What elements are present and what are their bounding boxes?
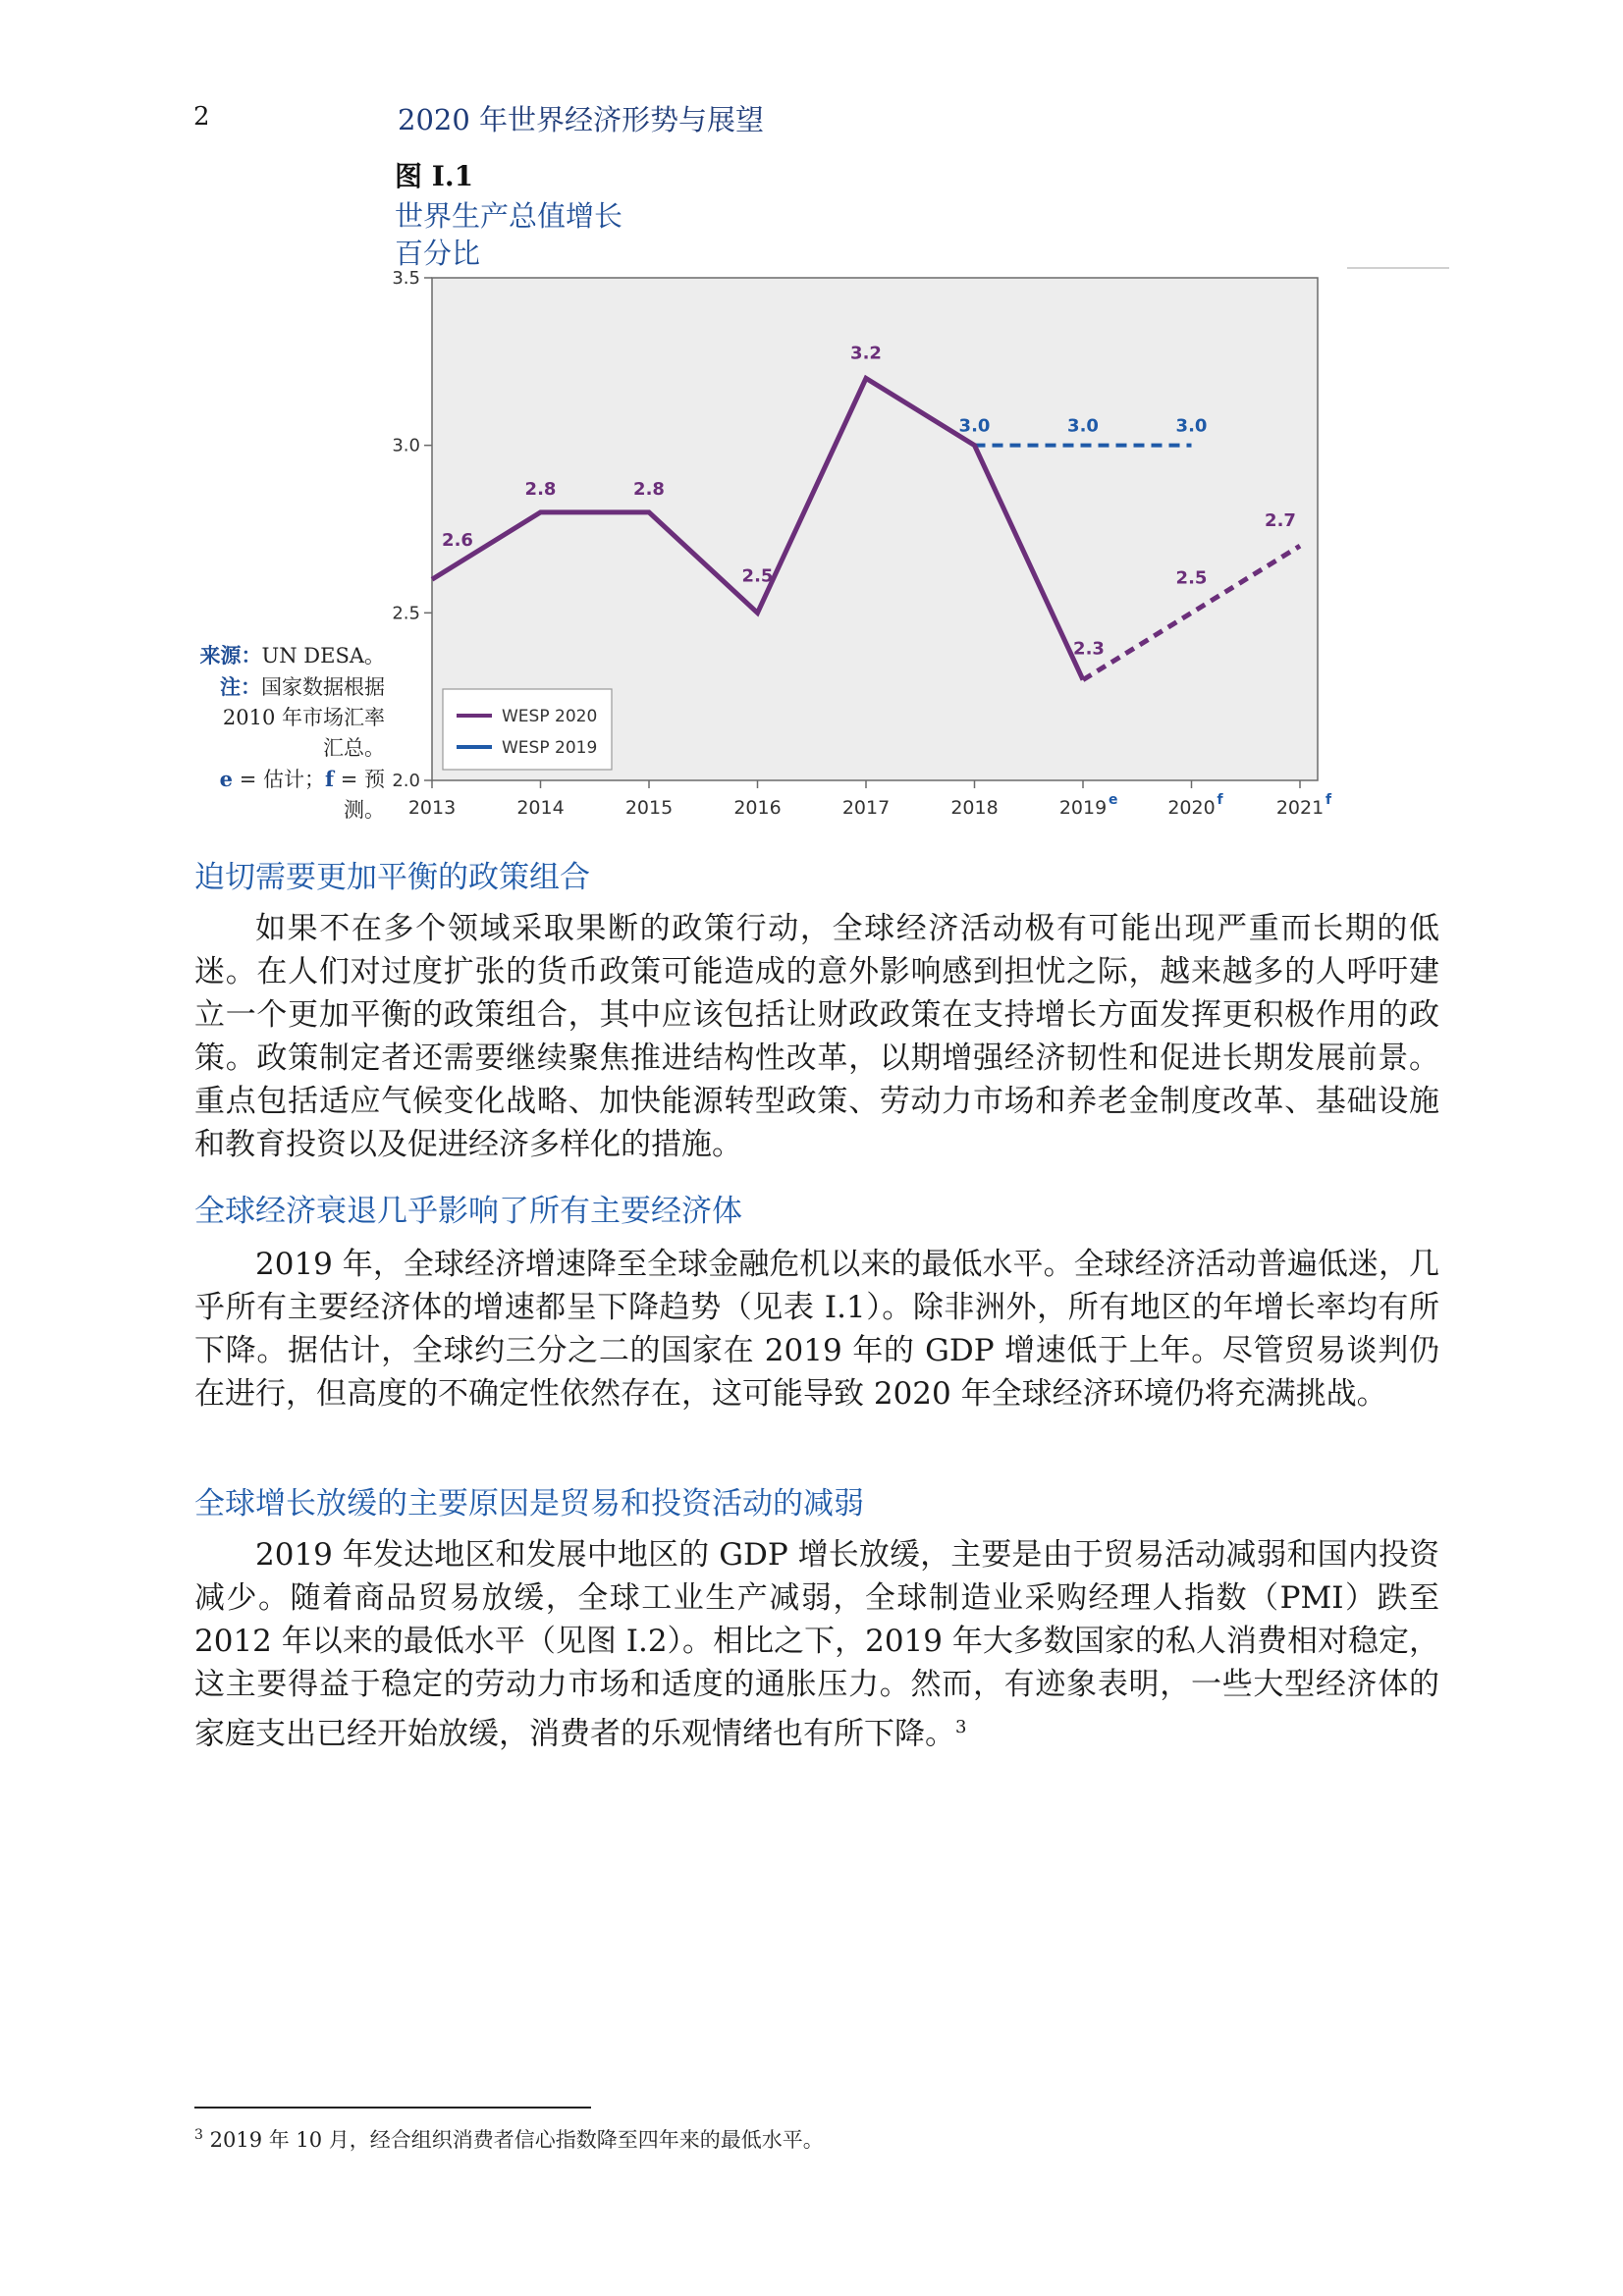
x-tick-label: 2015 <box>624 797 674 819</box>
figure-label: 图 I.1 <box>395 160 474 192</box>
footnote-number: 3 <box>194 2127 203 2143</box>
footnote-reference: 3 <box>955 1717 967 1737</box>
data-label-wesp-2020: 2.8 <box>633 478 665 500</box>
source-note: 来源：UN DESA。 <box>199 643 385 667</box>
data-label-wesp-2020: 2.8 <box>524 478 557 500</box>
footnote-text: 2019 年 10 月，经合组织消费者信心指数降至四年来的最低水平。 <box>209 2128 824 2152</box>
section-heading-2: 全球经济衰退几乎影响了所有主要经济体 <box>194 1194 742 1229</box>
section-paragraph-2: 2019 年，全球经济增速降至全球金融危机以来的最低水平。全球经济活动普遍低迷，几乎所有主要经济体的增速都呈下降趋势（见表 I.1）。除非洲外，所有地区的年增长率均有所下降。据估计，全球约三分之二的国家在 2019 年的 GDP 增速低于上年。尽管贸易谈判仍在进行，但高度的不确定性依然存在，这可能导致 2020 年全球经济环境仍将充满挑战。 <box>194 1247 1439 1412</box>
x-tick-label: 2020 <box>1167 797 1216 819</box>
y-tick-label: 2.5 <box>392 603 420 624</box>
legend-label: WESP 2020 <box>502 707 598 726</box>
x-tick-superscript: e <box>1109 792 1118 808</box>
x-tick-label: 2014 <box>516 797 565 819</box>
x-tick-label: 2013 <box>407 797 457 819</box>
data-label-wesp-2019: 3.0 <box>958 415 991 437</box>
x-tick-label: 2021 <box>1275 797 1325 819</box>
y-tick-label: 2.0 <box>392 771 420 791</box>
note-line-4: e = 估计；f = 预 <box>219 767 385 791</box>
y-tick-label: 3.0 <box>392 435 420 456</box>
data-label-wesp-2019: 3.0 <box>1067 415 1099 437</box>
page-number: 2 <box>193 102 210 132</box>
footnote <box>194 2124 824 2154</box>
data-label-wesp-2020: 2.3 <box>1073 638 1105 660</box>
data-label-wesp-2020: 2.5 <box>1175 567 1208 589</box>
x-tick-label: 2017 <box>841 797 891 819</box>
paragraph-3-text: 2019 年发达地区和发展中地区的 GDP 增长放缓，主要是由于贸易活动减弱和国内投资减少。随着商品贸易放缓，全球工业生产减弱，全球制造业采购经理人指数（PMI）跌至 2012 年以来的最低水平（见图 I.2）。相比之下，2019 年大多数国家的私人消费相对稳定，这主要得益于稳定的劳动力市场和适度的通胀压力。然而，有迹象表明，一些大型经济体的家庭支出已经开始放缓，消费者的乐观情绪也有所下降。 <box>194 1537 1439 1752</box>
section-paragraph-3 <box>194 1533 1439 1755</box>
note-line-1: 注：国家数据根据 <box>220 674 385 699</box>
section-paragraph-1: 如果不在多个领域采取果断的政策行动，全球经济活动极有可能出现严重而长期的低迷。在人们对过度扩张的货币政策可能造成的意外影响感到担忧之际，越来越多的人呼吁建立一个更加平衡的政策组合，其中应该包括让财政政策在支持增长方面发挥更积极作用的政策。政策制定者还需要继续聚焦推进结构性改革，以期增强经济韧性和促进长期发展前景。重点包括适应气候变化战略、加快能源转型政策、劳动力市场和养老金制度改革、基础设施和教育投资以及促进经济多样化的措施。 <box>194 911 1439 1162</box>
footnote-divider <box>194 2107 591 2109</box>
data-label-wesp-2020: 2.7 <box>1265 510 1296 532</box>
note-line-2: 2010 年市场汇率 <box>222 706 385 729</box>
legend-label: WESP 2019 <box>502 738 598 758</box>
figure-title: 世界生产总值增长 <box>395 199 623 233</box>
data-label-wesp-2020: 2.5 <box>741 565 774 587</box>
x-tick-superscript: f <box>1325 792 1332 808</box>
running-header: 2020 年世界经济形势与展望 <box>398 103 765 136</box>
data-label-wesp-2020: 3.2 <box>850 343 882 364</box>
section-heading-1: 迫切需要更加平衡的政策组合 <box>194 860 590 895</box>
x-tick-superscript: f <box>1217 792 1223 808</box>
note-line-5: 测。 <box>344 798 385 822</box>
figure-subtitle: 百分比 <box>395 237 481 270</box>
data-label-wesp-2019: 3.0 <box>1175 415 1208 437</box>
note-line-3: 汇总。 <box>323 736 385 760</box>
x-tick-label: 2016 <box>733 797 782 819</box>
section-heading-3: 全球增长放缓的主要原因是贸易和投资活动的减弱 <box>194 1486 864 1522</box>
x-tick-label: 2019 <box>1058 797 1108 819</box>
data-label-wesp-2020: 2.6 <box>442 530 473 552</box>
y-tick-label: 3.5 <box>392 268 420 289</box>
x-tick-label: 2018 <box>950 797 999 819</box>
